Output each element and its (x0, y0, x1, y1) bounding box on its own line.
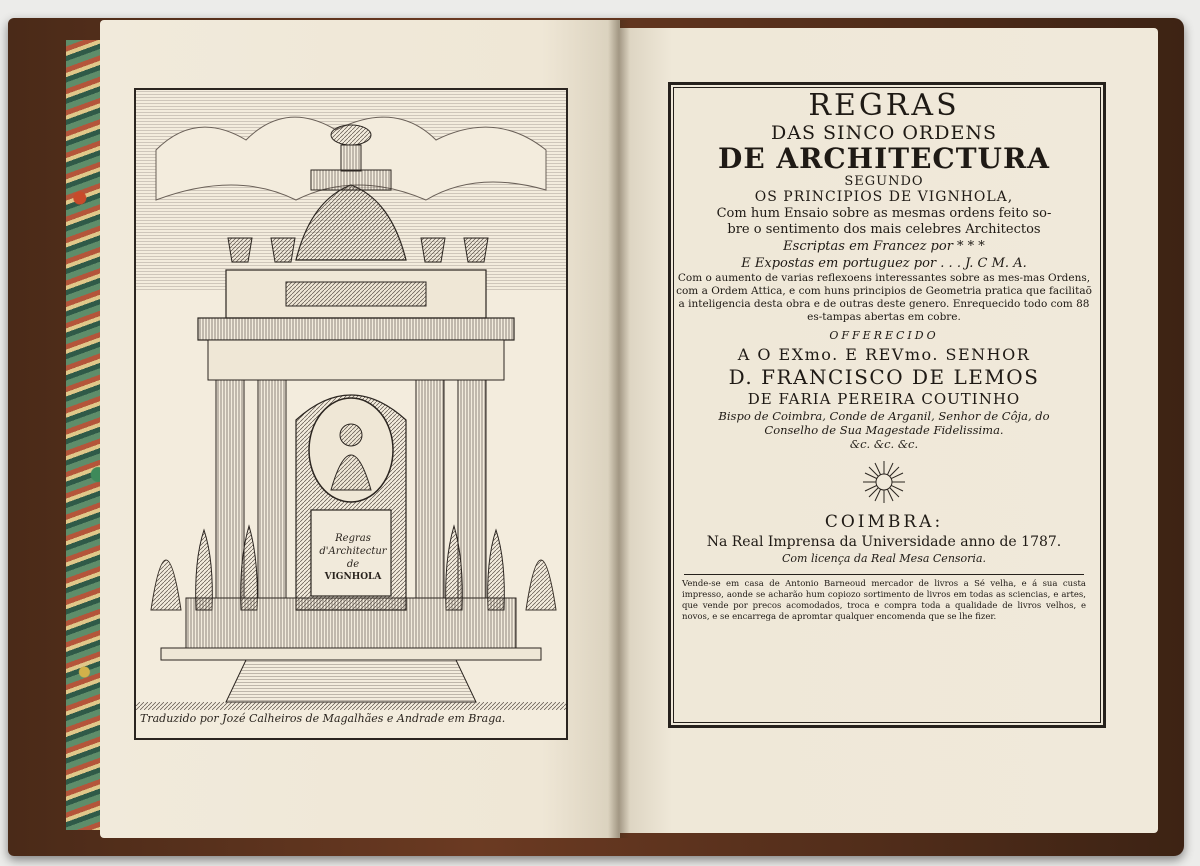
offerecido-label: OFFERECIDO (829, 329, 939, 342)
title-vignhola: OS PRINCIPIOS DE VIGNHOLA, (754, 189, 1014, 205)
sun-ornament-icon (861, 459, 907, 505)
engraver-credit: Traduzido por Jozé Calheiros de Magalhães e Andrade em Braga. (140, 712, 506, 725)
plaque-line: de (346, 559, 360, 570)
city-imprint: COIMBRA: (824, 512, 944, 532)
description-paragraph: Com o aumento de varias reflexoens interessantes sobre as mes-mas Ordens, com a Ordem Attica, e com huns principios de Geometria pratica que facilitaõ a inteligencia desta obra e de outras deste genero. Enrequecido todo com 88 es-tampas abertas em cobre. (676, 272, 1092, 323)
plaque-inscription (312, 532, 394, 584)
dedication-salutation: A O EXmo. E REVmo. SENHOR (737, 345, 1031, 364)
plaque-line: VIGNHOLA (324, 572, 382, 582)
frontispiece-engraving (134, 88, 568, 740)
dedicatee-titles: Conselho de Sua Magestade Fidelissima. (764, 423, 1004, 437)
monument-illustration (136, 90, 566, 738)
plaque-line: Regras (335, 533, 371, 544)
divider (684, 574, 1084, 575)
title-segundo: SEGUNDO (844, 174, 924, 189)
bookseller-notice: Vende-se em casa de Antonio Barneoud mercador de livros a Sé velha, e á sua custa impresso, aonde se acharão hum copiozo sortimento de livros em todas as sciencias, e artes, que vende por precos acomodados, troca e compra toda a qualidade de livros velhos, e novos, e se encarrega de apromtar qualquer encomenda que se lhe fizer. (682, 579, 1086, 622)
title-architectura: DE ARCHITECTURA (718, 142, 1050, 175)
etc-line: &c. &c. &c. (849, 437, 919, 451)
title-page-text (674, 90, 1094, 623)
dedicatee-titles: Bispo de Coimbra, Conde de Arganil, Senhor de Côja, do (718, 409, 1050, 423)
dedicatee-surname: DE FARIA PEREIRA COUTINHO (747, 390, 1021, 408)
author-line: Escriptas em Francez por * * * (783, 239, 985, 254)
dedicatee-name: D. FRANCISCO DE LEMOS (728, 365, 1040, 389)
book-gutter (608, 20, 630, 838)
licence-line: Com licença da Real Mesa Censoria. (781, 552, 986, 565)
publisher-imprint: Na Real Imprensa da Universidade anno de 1787. (706, 534, 1062, 550)
title-regras: REGRAS (808, 88, 960, 123)
title-ordens: DAS SINCO ORDENS (771, 122, 997, 144)
plaque-line: d'Architectur (319, 546, 387, 557)
subtitle-line: bre o sentimento dos mais celebres Architectos (727, 222, 1041, 237)
translator-line: E Expostas em portuguez por . . . J. C M. A. (741, 256, 1027, 271)
subtitle-line: Com hum Ensaio sobre as mesmas ordens feito so- (716, 206, 1052, 221)
